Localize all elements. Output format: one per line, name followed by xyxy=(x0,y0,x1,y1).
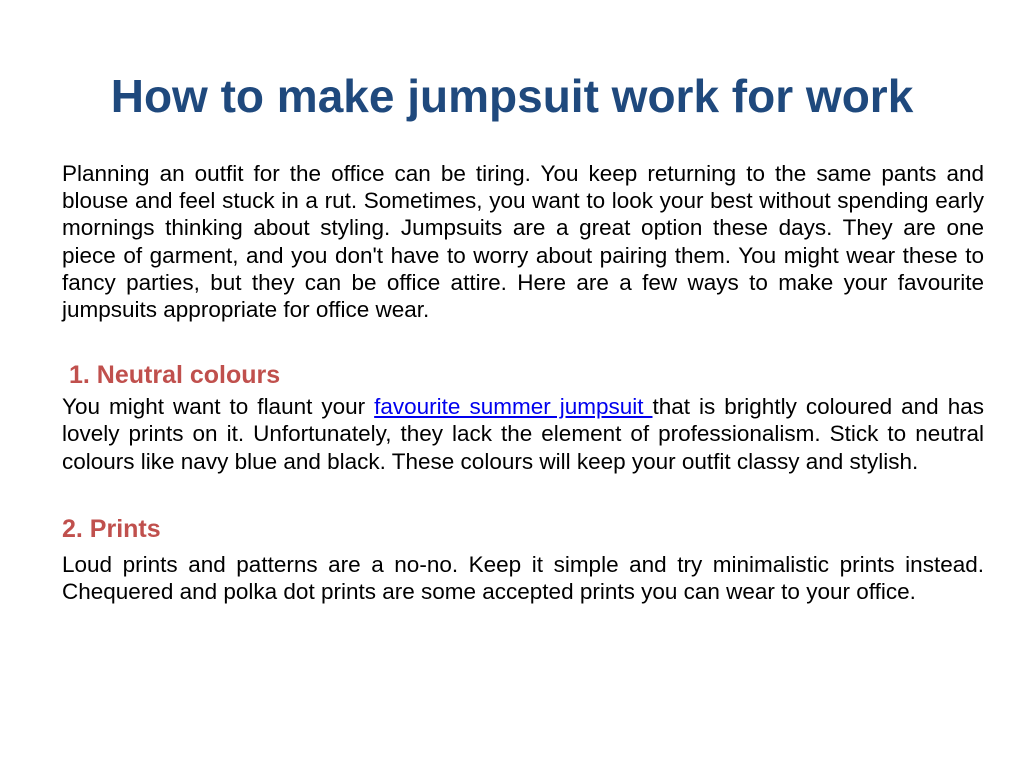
section-heading-neutral-colours: 1. Neutral colours xyxy=(69,361,281,390)
section-paragraph-neutral-colours xyxy=(62,393,984,475)
section-heading-prints: 2. Prints xyxy=(62,514,161,543)
section-paragraph-prints: Loud prints and patterns are a no-no. Keep it simple and try minimalistic prints instead. Chequered and polka dot prints are some accepted prints you can wear to your office. xyxy=(62,551,984,605)
favourite-summer-jumpsuit-link[interactable]: favourite summer jumpsuit xyxy=(374,394,653,420)
paragraph-text-before-link: You might want to flaunt your xyxy=(62,394,375,420)
paragraph-text-after-link: that is brightly coloured and has lovely prints on it. Unfortunately, they lack the element of professionalism. Stick to neutral colours like navy blue and black. These colours will keep your outfit classy and stylish. xyxy=(62,394,984,474)
slide-title: How to make jumpsuit work for work xyxy=(110,70,914,122)
intro-paragraph: Planning an outfit for the office can be tiring. You keep returning to the same pants and blouse and feel stuck in a rut. Sometimes, you want to look your best without spending early mornings thinking about styling. Jumpsuits are a great option these days. They are one piece of garment, and you don't have to worry about pairing them. You might wear these to fancy parties, but they can be office attire. Here are a few ways to make your favourite jumpsuits appropriate for office wear. xyxy=(62,161,984,323)
slide-body xyxy=(62,160,984,605)
